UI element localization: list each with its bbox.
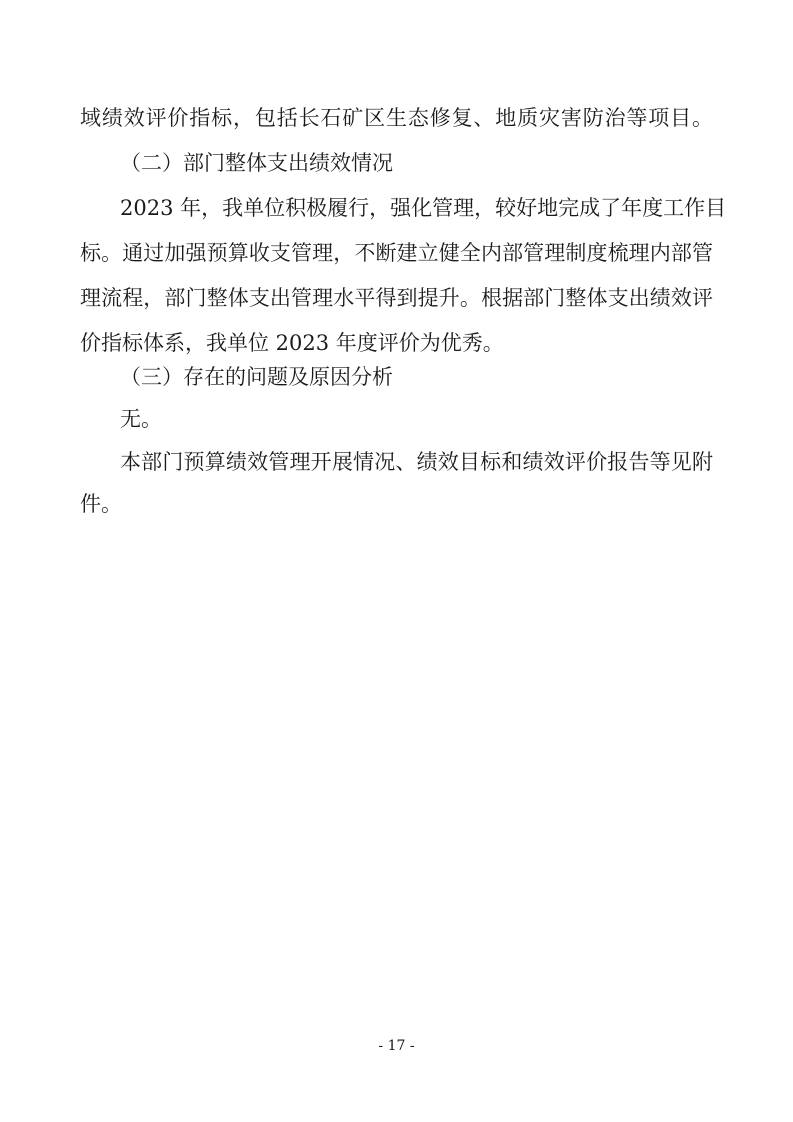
paragraph-line: 理流程，部门整体支出管理水平得到提升。根据部门整体支出绩效评 bbox=[80, 286, 713, 310]
paragraph-line: 本部门预算绩效管理开展情况、绩效目标和绩效评价报告等见附 bbox=[120, 450, 713, 474]
paragraph-line: 无。 bbox=[120, 407, 162, 431]
paragraph-continuation-line: 域绩效评价指标，包括长石矿区生态修复、地质灾害防治等项目。 bbox=[80, 106, 713, 130]
paragraph-line: 2023 年，我单位积极履行，强化管理，较好地完成了年度工作目 bbox=[120, 196, 727, 220]
section-heading-2: （二）部门整体支出绩效情况 bbox=[120, 151, 393, 175]
page-number: - 17 - bbox=[378, 1038, 415, 1054]
paragraph-line: 价指标体系，我单位 2023 年度评价为优秀。 bbox=[80, 331, 504, 355]
paragraph-line: 标。通过加强预算收支管理，不断建立健全内部管理制度梳理内部管 bbox=[80, 241, 713, 265]
paragraph-line: 件。 bbox=[80, 492, 122, 516]
section-heading-3: （三）存在的问题及原因分析 bbox=[120, 365, 393, 389]
